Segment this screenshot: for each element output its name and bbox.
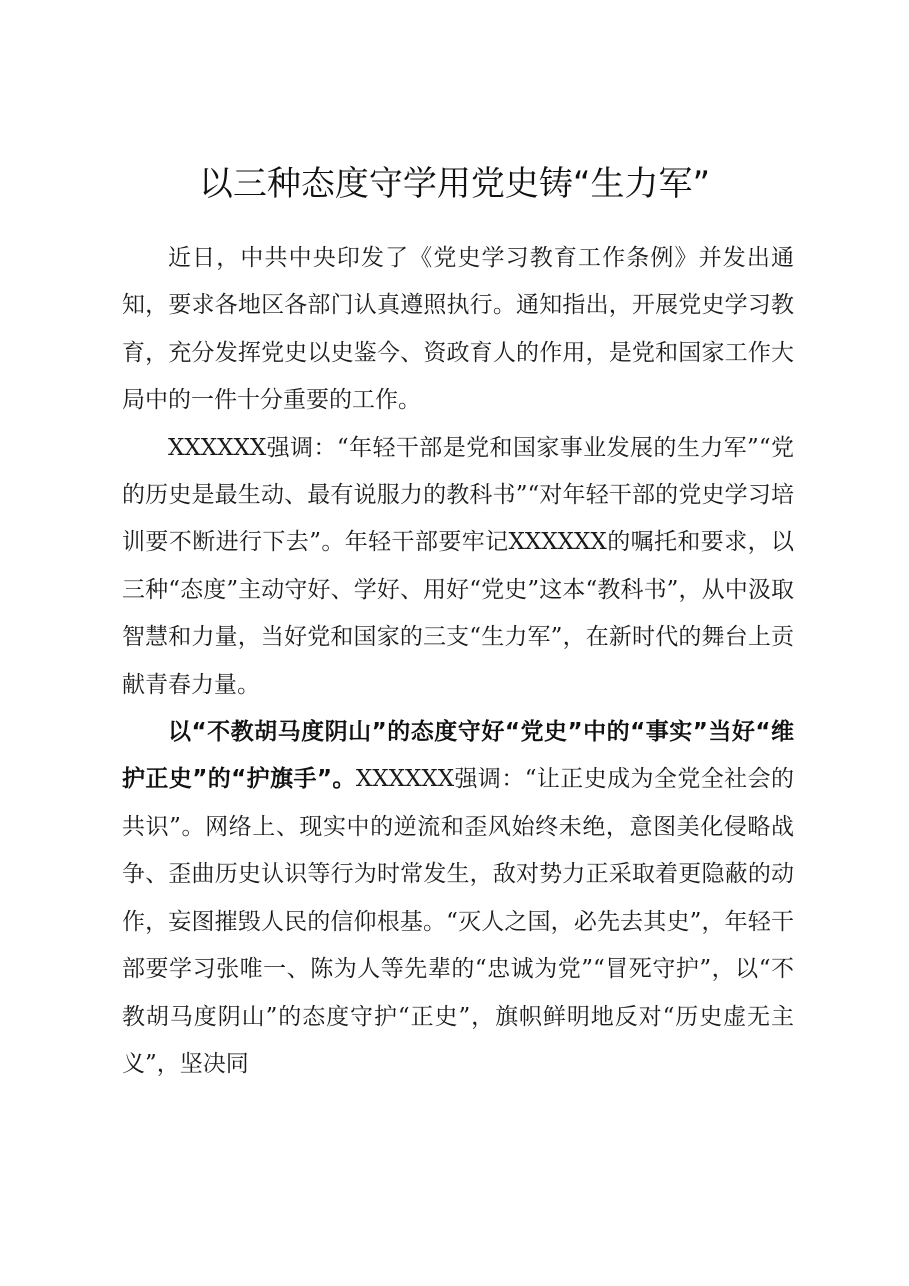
paragraph-emphasis: XXXXXX强调：“年轻干部是党和国家事业发展的生力军”“党的历史是最生动、最有说服力的教科书”“对年轻干部的党史学习培训要不断进行下去”。年轻干部要牢记XXXXXX的嘱托和要求，以三种“态度”主动守好、学好、用好“党史”这本“教科书”，从中汲取智慧和力量，当好党和国家的三支“生力军”，在新时代的舞台上贡献青春力量。 (122, 434, 794, 698)
paragraph-section-1 (122, 709, 794, 1088)
document-title: 以三种态度守学用党史铸“生力军” (198, 164, 711, 204)
document-body (122, 235, 794, 1088)
paragraph-intro: 近日，中共中央印发了《党史学习教育工作条例》并发出通知，要求各地区各部门认真遵照执行。通知指出，开展党史学习教育，充分发挥党史以史鉴今、资政育人的作用，是党和国家工作大局中的一件十分重要的工作。 (122, 245, 794, 414)
section-1-heading: 以“不教胡马度阴山”的态度守好“党史”中的“事实”当好“维护正史”的“护旗手”。 (122, 719, 794, 793)
section-1-text: XXXXXX强调：“让正史成为全党全社会的共识”。网络上、现实中的逆流和歪风始终未绝，意图美化侵略战争、歪曲历史认识等行为时常发生，敌对势力正采取着更隐蔽的动作，妄图摧毁人民的信仰根基。“灭人之国，必先去其史”，年轻干部要学习张唯一、陈为人等先辈的“忠诚为党”“冒死守护”，以“不教胡马度阴山”的态度守护“正史”，旗帜鲜明地反对“历史虚无主义”，坚决同 (122, 766, 794, 1077)
